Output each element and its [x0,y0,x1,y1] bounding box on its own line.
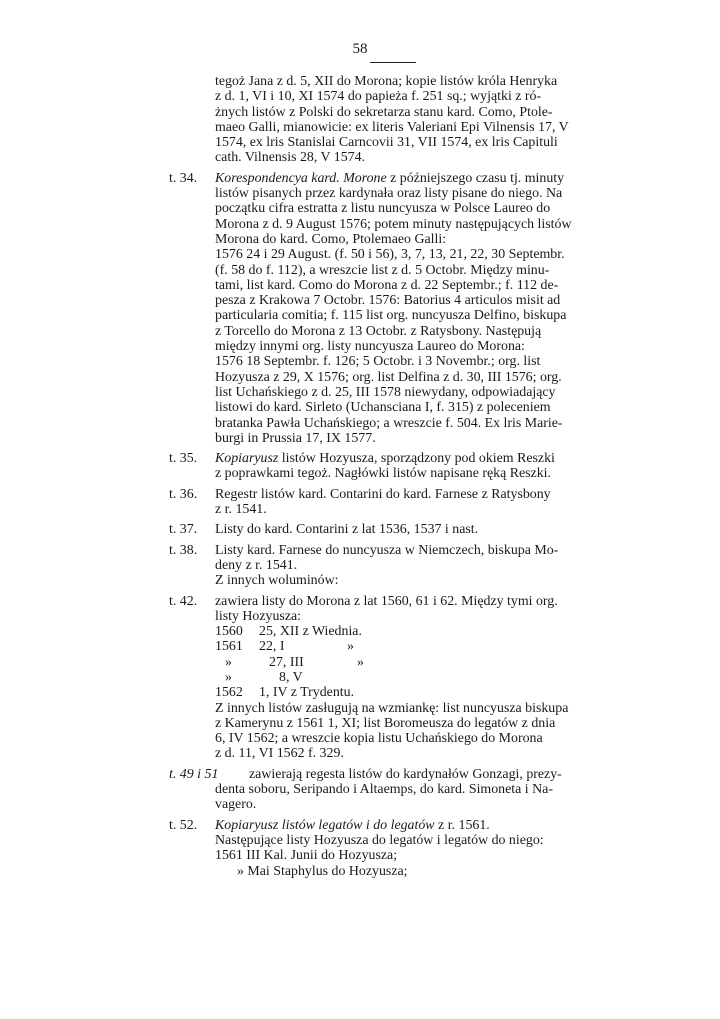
volume-tag: t. 38. [169,542,198,558]
text-line: z Torcello do Morona z 13 Octobr. z Ratysbony. Następują [215,323,542,339]
volume-tag: t. 35. [169,451,198,467]
date-row [215,624,668,639]
text-line: tegoż Jana z d. 5, XII do Morona; kopie listów króla Henryka [215,74,558,89]
text-line: z d. 1, VI i 10, XI 1574 do papieża f. 251 sq.; wyjątki z ró- [215,89,542,105]
entry-t49-51 [169,766,668,813]
text-line: listów Hozyusza, sporządzony pod okiem Reszki [278,451,555,467]
ditto-mark: » [347,639,354,655]
text-line: z późniejszego czasu tj. minuty [386,170,565,186]
entry-title: Kopiaryusz listów legatów i do legatów [215,817,435,833]
date-row [215,639,668,654]
text-line: Następujące listy Hozyusza do legatów i legatów do niego: [215,832,544,848]
text-line: Hozyusza z 29, X 1576; org. list Delfina z d. 30, III 1576; org. [215,369,562,385]
entry-t38 [169,542,668,589]
volume-tag: t. 37. [169,522,198,538]
text-line: » Mai Staphylus do Hozyusza; [237,863,408,879]
date-row [215,670,668,685]
date-detail: 27, III [269,654,304,670]
intro-paragraph [215,74,668,166]
text-line: Listy do kard. Contarini z lat 1536, 1537 i nast. [215,522,479,538]
text-line: z r. 1541. [215,502,267,518]
text-line: 1561 III Kal. Junii do Hozyusza; [215,848,398,864]
text-line: Regestr listów kard. Contarini do kard. Farnese z Ratysbony [215,486,551,502]
text-line: 1574, ex lris Stanislai Carncovii 31, VII 1574, ex lris Capituli [215,135,558,151]
date-detail: 25, XII z Wiednia. [259,624,362,640]
text-line: z d. 11, VI 1562 f. 329. [215,746,344,762]
text-line: Z innych listów zasługują na wzmiankę: list nuncyusza biskupa [215,700,569,716]
text-line: listów pisanych przez kardynała oraz listy pisane do niego. Na [215,186,563,202]
text-line: list Uchańskiego z d. 25, III 1578 niewydany, odpowiadający [215,384,556,400]
letter-date-list [215,624,668,700]
page-number-rule [370,62,416,63]
text-line: listy Hozyusza: [215,608,302,624]
volume-tag: t. 52. [169,817,198,833]
date-year: 1560 [215,624,243,640]
date-year: 1561 [215,639,243,655]
entry-t37 [169,522,668,538]
text-line: bratanka Pawła Uchańskiego; a wreszcie f. 504. Ex lris Marie- [215,415,563,431]
date-year: 1562 [215,685,243,701]
entry-t42 [169,593,668,762]
text-line: Morona z d. 9 August 1576; potem minuty następujących listów [215,216,572,232]
text-line: z Kamerynu z 1561 1, XI; list Boromeusza do legatów z dnia [215,715,556,731]
volume-tag: t. 34. [169,170,198,186]
text-line: 1576 18 Septembr. f. 126; 5 Octobr. i 3 Novembr.; org. list [215,354,541,370]
text-line: między innymi org. listy nuncyusza Laureo do Morona: [215,339,525,355]
text-line: zawiera listy do Morona z lat 1560, 61 i 62. Między tymi org. [215,593,558,609]
page-body [169,74,668,879]
text-line: tami, list kard. Como do Morona z d. 22 Septembr.; f. 112 de- [215,277,559,293]
date-detail: 22, I [259,639,285,655]
entry-title: Kopiaryusz [215,451,279,467]
text-line: denta soboru, Seripando i Altaemps, do kard. Simoneta i Na- [215,782,553,798]
text-line: żnych listów z Polski do sekretarza stanu kard. Como, Ptole- [215,104,553,120]
section-heading: Z innych woluminów: [215,573,339,589]
page-number: 58 [352,41,368,57]
ditto-mark: » [225,654,232,670]
date-detail: 8, V [279,669,303,685]
entry-title: Korespondencya kard. Morone [215,170,387,186]
text-line: particularia comitia; f. 115 list org. nuncyusza Delfino, biskupa [215,308,567,324]
volume-tag: t. 36. [169,486,198,502]
volume-tag: t. 42. [169,593,198,609]
text-line: listowi do kard. Sirleto (Uchansciana I, f. 315) z poleceniem [215,400,551,416]
volume-tag: t. 49 i 51 [169,766,219,782]
text-line: deny z r. 1541. [215,557,298,573]
text-line: (f. 58 do f. 112), a wreszcie list z d. 5 Octobr. Między minu- [215,262,550,278]
text-line: maeo Galli, mianowicie: ex literis Valeriani Epi Vilnensis 17, V [215,119,569,135]
text-line: cath. Vilnensis 28, V 1574. [215,150,366,166]
entry-t34 [169,170,668,446]
text-line: burgi in Prussia 17, IX 1577. [215,430,376,446]
text-line: vagero. [215,797,257,813]
text-line: pesza z Krakowa 7 Octobr. 1576: Batorius 4 articulos misit ad [215,293,561,309]
ditto-mark: » [225,669,232,685]
date-detail: 1, IV z Trydentu. [259,685,355,701]
text-line: zawierają regesta listów do kardynałów Gonzagi, prezy- [249,766,562,782]
ditto-mark: » [357,654,364,670]
text-line: z poprawkami tegoż. Nagłówki listów napisane ręką Reszki. [215,466,551,482]
text-line: 6, IV 1562; a wreszcie kopia listu Uchańskiego do Morona [215,731,543,747]
text-line: Listy kard. Farnese do nuncyusza w Niemczech, biskupa Mo- [215,542,559,558]
entry-t35 [169,451,668,482]
text-line: początku cifra estratta z listu nuncyusza w Polsce Laureo do [215,201,551,217]
text-line: z r. 1561. [434,817,490,833]
text-line: Morona do kard. Como, Ptolemaeo Galli: [215,231,447,247]
entry-t36 [169,486,668,518]
entry-t52 [169,817,668,879]
date-row [215,655,668,670]
date-row [215,685,668,700]
text-line: 1576 24 i 29 August. (f. 50 i 56), 3, 7, 13, 21, 22, 30 Septembr. [215,247,565,263]
